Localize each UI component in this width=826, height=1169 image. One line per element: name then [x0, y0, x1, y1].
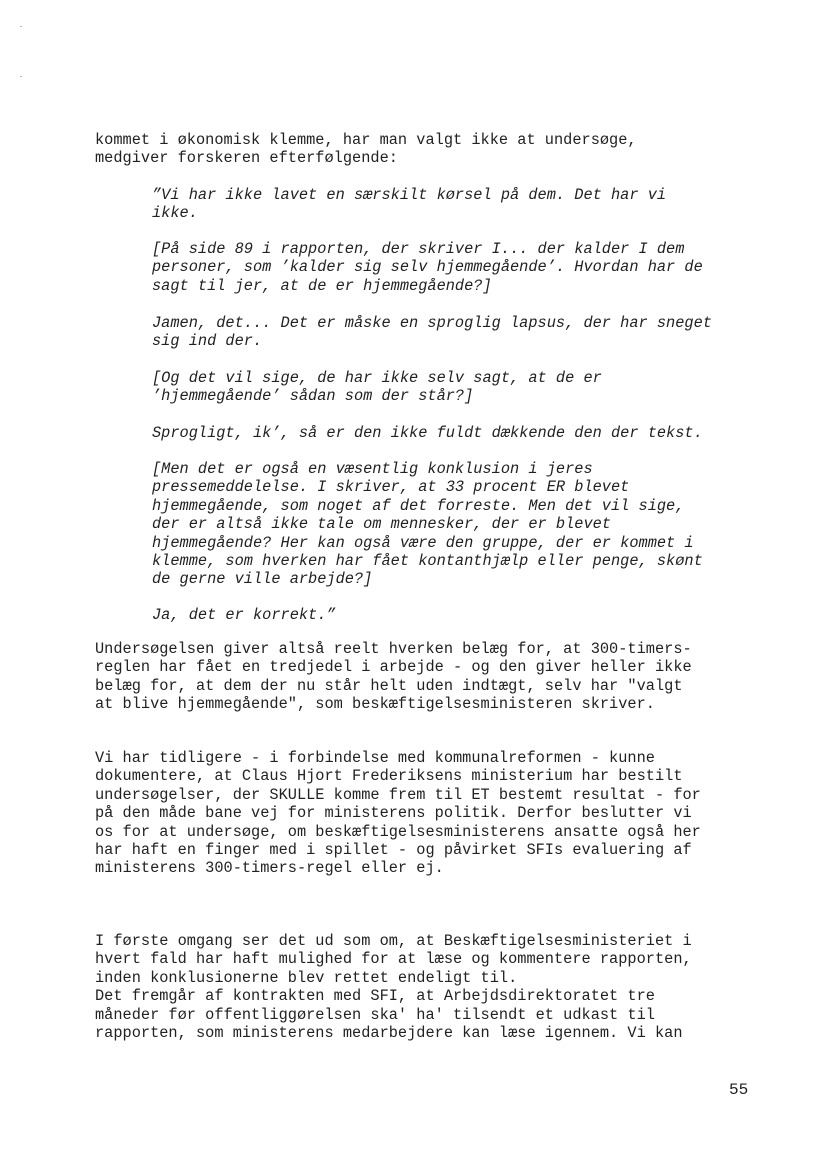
- text-line: Vi har tidligere - i forbindelse med kommunalreformen - kunne: [95, 749, 655, 767]
- text-line: har haft en finger med i spillet - og påvirket SFIs evaluering af: [95, 841, 692, 860]
- text-line: Sprogligt, ik’, så er den ikke fuldt dækkende den der tekst.: [152, 424, 703, 442]
- text-line: der er altså ikke tale om mennesker, der er blevet: [152, 515, 611, 534]
- text-line: [Og det vil sige, de har ikke selv sagt, at de er: [152, 369, 602, 387]
- text-line: inden konklusionerne blev rettet endeligt til.: [95, 968, 518, 987]
- text-line: ”Vi har ikke lavet en særskilt kørsel på dem. Det har vi: [152, 186, 667, 204]
- text-line: ’hjemmegående’ sådan som der står?]: [152, 387, 474, 406]
- text-line: ikke.: [152, 204, 198, 223]
- scan-mark-top: [20, 26, 22, 27]
- text-line: [På side 89 i rapporten, der skriver I... der kalder I dem: [152, 240, 685, 258]
- text-line: Det fremgår af kontrakten med SFI, at Arbejdsdirektoratet tre: [95, 987, 655, 1006]
- body-paragraph-3: [95, 749, 701, 878]
- text-line: belæg for, at dem der nu står helt uden indtægt, selv har "valgt: [95, 676, 683, 695]
- text-line: undersøgelser, der SKULLE komme frem til ET bestemt resultat - for: [95, 785, 701, 804]
- text-line: medgiver forskeren efterfølgende:: [95, 149, 398, 168]
- text-line: reglen har fået en tredjedel i arbejde - og den giver heller ikke: [95, 658, 692, 677]
- text-line: på den måde bane vej for ministerens politik. Derfor beslutter vi: [95, 804, 692, 823]
- text-line: personer, som ’kalder sig selv hjemmegående’. Hvordan har de: [152, 258, 703, 277]
- text-line: I første omgang ser det ud som om, at Beskæftigelsesministeriet i: [95, 932, 692, 950]
- text-line: de gerne ville arbejde?]: [152, 570, 373, 589]
- text-line: hjemmegående? Her kan også være den gruppe, der er kommet i: [152, 533, 694, 552]
- text-line: Undersøgelsen giver altså reelt hverken belæg for, at 300-timers-: [95, 640, 692, 658]
- text-line: ministerens 300-timers-regel eller ej.: [95, 859, 444, 878]
- text-line: hjemmegående, som noget af det forreste. Men det vil sige,: [152, 496, 685, 515]
- quote-question-1: [152, 240, 703, 295]
- text-line: sagt til jer, at de er hjemmegående?]: [152, 276, 492, 295]
- text-line: kommet i økonomisk klemme, har man valgt ikke at undersøge,: [95, 131, 637, 149]
- quote-answer-3: [152, 424, 703, 442]
- text-line: sig ind der.: [152, 332, 263, 351]
- scan-mark-bottom: [20, 76, 22, 77]
- text-line: rapporten, som ministerens medarbejdere kan læse igennem. Vi kan: [95, 1024, 683, 1043]
- quote-answer-1: [152, 186, 666, 223]
- text-line: måneder før offentliggørelsen ska' ha' tilsendt et udkast til: [95, 1005, 655, 1024]
- text-line: Ja, det er korrekt.”: [152, 606, 336, 624]
- text-line: os for at undersøge, om beskæftigelsesministerens ansatte også her: [95, 822, 701, 841]
- opening-paragraph: [95, 131, 637, 168]
- text-line: dokumentere, at Claus Hjort Frederiksens ministerium har bestilt: [95, 767, 683, 786]
- text-line: [Men det er også en væsentlig konklusion i jeres: [152, 460, 593, 478]
- quote-answer-4: [152, 606, 336, 624]
- body-paragraph-2: [95, 640, 692, 714]
- text-line: pressemeddelelse. I skriver, at 33 procent ER blevet: [152, 478, 630, 497]
- quote-answer-2: [152, 314, 712, 351]
- text-line: at blive hjemmegående", som beskæftigelsesministeren skriver.: [95, 695, 655, 714]
- quote-question-3: [152, 460, 703, 589]
- text-line: hvert fald har haft mulighed for at læse og kommentere rapporten,: [95, 950, 692, 969]
- text-line: klemme, som hverken har fået kontanthjælp eller penge, skønt: [152, 552, 703, 571]
- text-line: Jamen, det... Det er måske en sproglig lapsus, der har sneget: [152, 314, 712, 332]
- page-number: 55: [729, 1081, 749, 1099]
- body-paragraph-4: [95, 932, 692, 1042]
- quote-question-2: [152, 369, 602, 406]
